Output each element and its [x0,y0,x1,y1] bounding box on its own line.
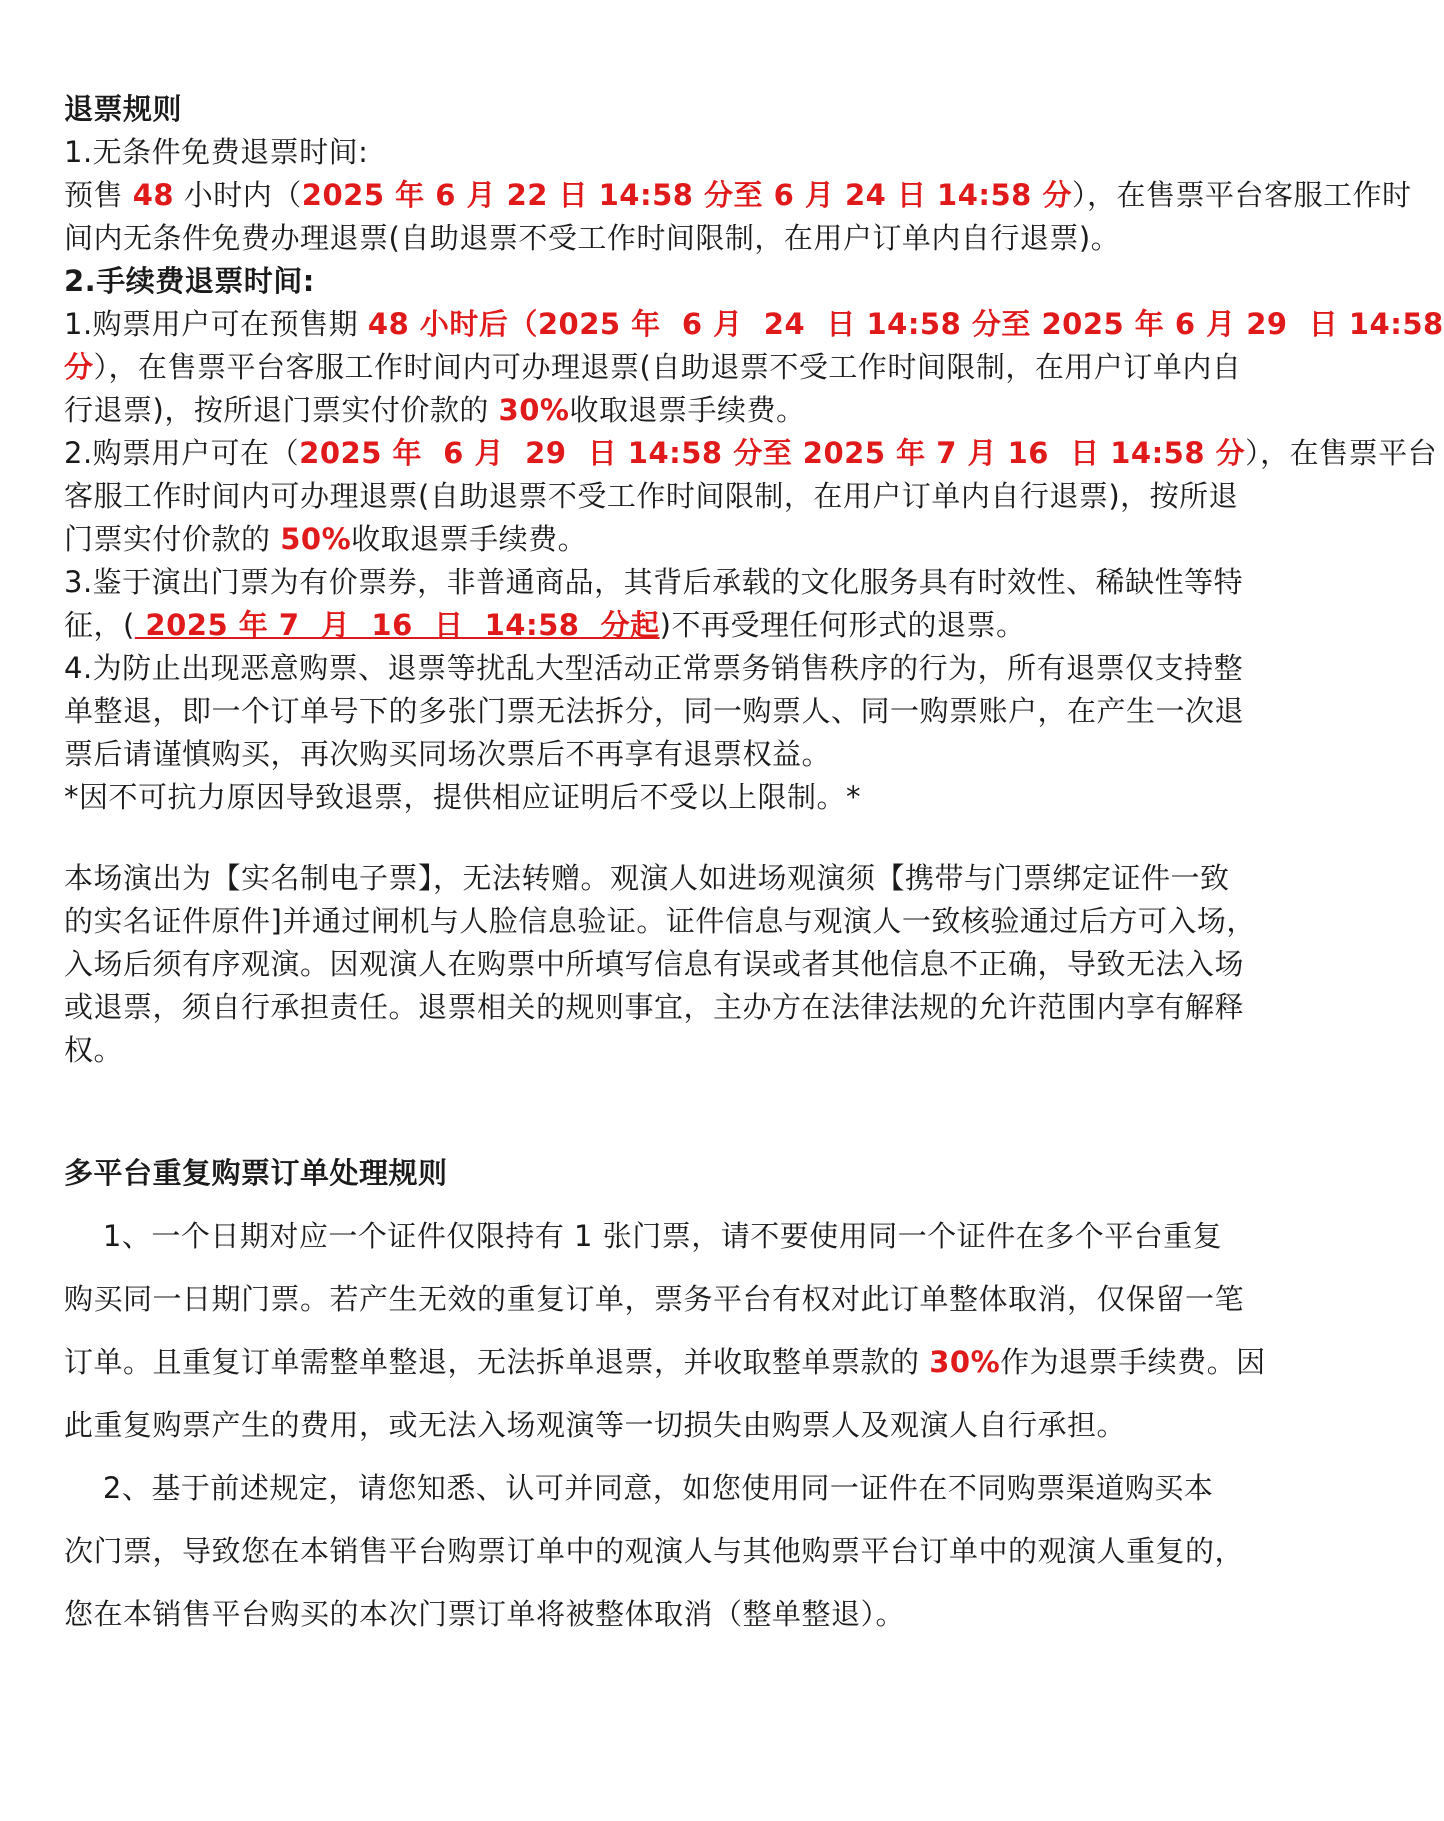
refund-rules-title: 退票规则 [64,92,183,126]
fee-rule-1-line-3 [64,389,1290,432]
rule-4-line-1: 4.为防止出现恶意购票、退票等扰乱大型活动正常票务销售秩序的行为，所有退票仅支持整 [64,651,1244,685]
realname-line-5: 权。 [64,1033,124,1067]
fee-rule-2-period: 2025 年 6 月 29 日 14:58 分至 2025 年 7 月 16 日 14:58 分 [299,436,1246,470]
spacer [64,1072,1290,1152]
fee-rule-2-line-1 [64,432,1438,475]
free-refund-line-2: 间内无条件免费办理退票(自助退票不受工作时间限制，在用户订单内自行退票)。 [64,221,1121,255]
text-span: 订单。且重复订单需整单整退，无法拆单退票，并收取整单票款的 [64,1345,930,1379]
free-refund-heading: 1.无条件免费退票时间: [64,135,369,169]
rule-3-line-2 [64,604,1290,647]
fee-rule-2-line-2: 客服工作时间内可办理退票(自助退票不受工作时间限制，在用户订单内自行退票)，按所退 [64,479,1239,513]
dup-rule-1-line-3 [64,1331,1290,1394]
fee-30-percent: 30% [498,393,570,427]
no-refund-date: 2025 年 7 月 16 日 14:58 分起 [134,608,660,642]
dup-rule-1-line-1: 1、一个日期对应一个证件仅限持有 1 张门票，请不要使用同一个证件在多个平台重复 [64,1219,1223,1253]
fee-rule-1-line-1 [64,303,1444,346]
dup-rule-1-line-2: 购买同一日期门票。若产生无效的重复订单，票务平台有权对此订单整体取消，仅保留一笔 [64,1282,1245,1316]
text-span: 2.购票用户可在（ [64,436,300,470]
rule-4-line-3: 票后请谨慎购买，再次购买同场次票后不再享有退票权益。 [64,737,832,771]
text-span: 预售 [64,178,133,212]
dup-rule-1-line-4: 此重复购票产生的费用，或无法入场观演等一切损失由购票人及观演人自行承担。 [64,1408,1127,1442]
free-refund-period: 2025 年 6 月 22 日 14:58 分至 6 月 24 日 14:58 分 [301,178,1072,212]
fee-rule-1-period-end: 分 [64,350,94,384]
spacer [64,819,1290,857]
text-span: 收取退票手续费。 [351,522,588,556]
realname-line-1: 本场演出为【实名制电子票】，无法转赠。观演人如进场观演须【携带与门票绑定证件一致 [64,861,1230,895]
text-span: ），在售票平台 [1245,436,1438,470]
dup-rule-2-line-1: 2、基于前述规定，请您知悉、认可并同意，如您使用同一证件在不同购票渠道购买本 [64,1471,1214,1505]
text-span: 作为退票手续费。因 [1000,1345,1266,1379]
realname-line-4: 或退票，须自行承担责任。退票相关的规则事宜，主办方在法律法规的允许范围内享有解释 [64,990,1245,1024]
realname-line-2: 的实名证件原件]并通过闸机与人脸信息验证。证件信息与观演人一致核验通过后方可入场， [64,904,1256,938]
fee-rule-1-line-2 [64,346,1290,389]
rule-3-line-1: 3.鉴于演出门票为有价票券，非普通商品，其背后承载的文化服务具有时效性、稀缺性等特 [64,565,1244,599]
dup-rule-2-line-3: 您在本销售平台购买的本次门票订单将被整体取消（整单整退）。 [64,1597,906,1631]
refund-rules-section [64,88,1444,819]
text-span: 收取退票手续费。 [569,393,806,427]
realname-line-3: 入场后须有序观演。因观演人在购票中所填写信息有误或者其他信息不正确，导致无法入场 [64,947,1245,981]
text-span: 小时内（ [174,178,302,212]
fee-rule-2-line-3 [64,518,1290,561]
text-span: 行退票)，按所退门票实付价款的 [64,393,499,427]
document-body [64,88,1444,1646]
dup-fee-30-percent: 30% [929,1345,1001,1379]
text-span: 门票实付价款的 [64,522,281,556]
force-majeure-note: *因不可抗力原因导致退票，提供相应证明后不受以上限制。* [64,780,862,814]
text-span: 1.购票用户可在预售期 [64,307,368,341]
text-span: ），在售票平台客服工作时 [1071,178,1412,212]
text-span: 征，( [64,608,135,642]
text-span: ），在售票平台客服工作时间内可办理退票(自助退票不受工作时间限制，在用户订单内自 [93,350,1242,384]
fee-50-percent: 50% [280,522,352,556]
dup-rule-2-line-2: 次门票，导致您在本销售平台购票订单中的观演人与其他购票平台订单中的观演人重复的， [64,1534,1245,1568]
hours-highlight: 48 [132,178,175,212]
spacer [64,1195,1290,1205]
duplicate-rules-section [64,1152,1290,1646]
free-refund-line-1 [64,174,1412,217]
text-span: )不再受理任何形式的退票。 [659,608,1026,642]
duplicate-rules-title: 多平台重复购票订单处理规则 [64,1156,448,1190]
rule-4-line-2: 单整退，即一个订单号下的多张门票无法拆分，同一购票人、同一购票账户，在产生一次退 [64,694,1245,728]
fee-refund-heading: 2.手续费退票时间: [64,264,315,298]
realname-section [64,857,1290,1072]
fee-rule-1-period: 48 小时后（2025 年 6 月 24 日 14:58 分至 2025 年 6 月 29 日 14:58 [367,307,1444,341]
